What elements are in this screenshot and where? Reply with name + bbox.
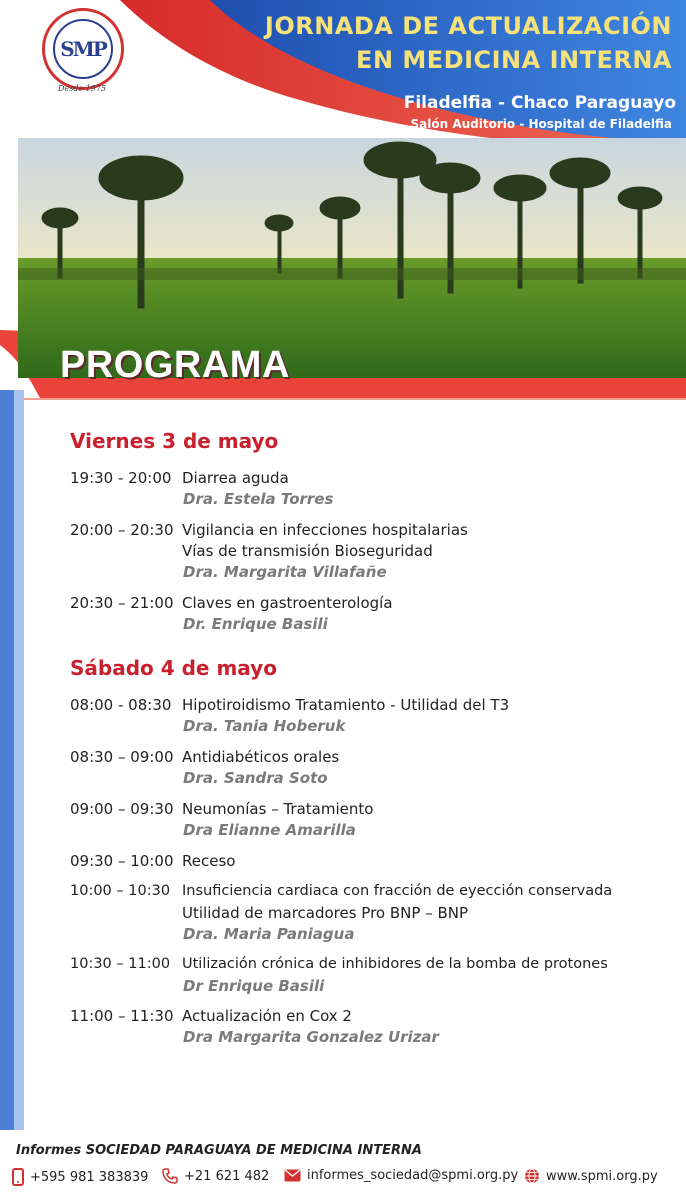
telephone-icon: [162, 1168, 178, 1184]
session-topic: Vigilancia en infecciones hospitalarias: [182, 521, 468, 539]
session-speaker: Dra Elianne Amarilla: [183, 821, 356, 839]
session-speaker: Dr. Enrique Basili: [183, 615, 328, 633]
session-row: [70, 469, 289, 487]
session-topic: Insuficiencia cardiaca con fracción de eyección conservada: [182, 883, 613, 899]
contact-phone-text: +21 621 482: [184, 1168, 270, 1184]
contact-web[interactable]: [524, 1168, 658, 1184]
session-time: 10:00 – 10:30: [70, 883, 171, 899]
logo-emblem-icon: SMP: [53, 19, 113, 79]
day-title: Sábado 4 de mayo: [70, 656, 277, 680]
session-topic: Antidiabéticos orales: [182, 748, 340, 766]
logo-since-text: Desde 1975: [58, 84, 107, 93]
programa-banner: PROGRAMA: [60, 344, 290, 386]
session-topic: Actualización en Cox 2: [182, 1007, 352, 1025]
event-title-line2: EN MEDICINA INTERNA: [356, 46, 672, 74]
session-time: 19:30 - 20:00: [70, 469, 172, 487]
session-time: 20:30 – 21:00: [70, 594, 174, 612]
spmi-logo: [42, 8, 124, 90]
session-row: [70, 696, 509, 714]
session-topic: Claves en gastroenterología: [182, 594, 393, 612]
session-time: 10:30 – 11:00: [70, 956, 171, 972]
contact-phone[interactable]: [162, 1168, 269, 1184]
session-row: [70, 852, 235, 870]
session-speaker: Dra. Estela Torres: [183, 490, 334, 508]
contact-mobile[interactable]: [12, 1168, 148, 1186]
session-topic: Receso: [182, 852, 236, 870]
event-title-line1: JORNADA DE ACTUALIZACIÓN: [264, 12, 672, 40]
session-topic: Utilización crónica de inhibidores de la bomba de protones: [182, 956, 608, 972]
session-row: [70, 800, 373, 818]
session-row: [70, 883, 612, 899]
session-row: [70, 594, 393, 612]
session-time: 08:00 - 08:30: [70, 696, 172, 714]
session-row: [70, 748, 339, 766]
event-venue: Salón Auditorio - Hospital de Filadelfia: [410, 117, 672, 131]
envelope-icon: [284, 1169, 301, 1182]
session-speaker: Dra. Margarita Villafañe: [183, 563, 387, 581]
contact-email-text: informes_sociedad@spmi.org.py: [307, 1168, 519, 1183]
session-row: [70, 1007, 352, 1025]
contact-web-text: www.spmi.org.py: [546, 1168, 658, 1184]
palm-landscape-photo: [18, 138, 686, 378]
session-row: [70, 521, 468, 539]
session-speaker: Dra Margarita Gonzalez Urizar: [183, 1028, 439, 1046]
session-time: 20:00 – 20:30: [70, 521, 174, 539]
left-decorative-bar: [0, 390, 24, 1130]
session-time: 09:30 – 10:00: [70, 852, 174, 870]
globe-icon: [524, 1168, 540, 1184]
session-topic: Neumonías – Tratamiento: [182, 800, 374, 818]
session-topic: Hipotiroidismo Tratamiento - Utilidad del T3: [182, 696, 510, 714]
day-title: Viernes 3 de mayo: [70, 429, 279, 453]
session-speaker: Dra. Sandra Soto: [183, 769, 328, 787]
session-topic-line2: Utilidad de marcadores Pro BNP – BNP: [182, 904, 469, 922]
contact-mobile-text: +595 981 383839: [30, 1169, 149, 1185]
event-place: Filadelfia - Chaco Paraguayo: [403, 93, 676, 113]
session-speaker: Dr Enrique Basili: [183, 977, 325, 995]
footer-title: Informes SOCIEDAD PARAGUAYA DE MEDICINA INTERNA: [16, 1143, 422, 1158]
session-row: [70, 956, 608, 972]
session-speaker: Dra. Tania Hoberuk: [183, 717, 346, 735]
session-topic: Diarrea aguda: [182, 469, 289, 487]
session-speaker: Dra. Maria Paniagua: [183, 925, 355, 943]
session-time: 09:00 – 09:30: [70, 800, 174, 818]
contact-email[interactable]: [284, 1168, 518, 1183]
session-topic-line2: Vías de transmisión Bioseguridad: [182, 542, 433, 560]
mobile-phone-icon: [12, 1168, 24, 1186]
session-time: 11:00 – 11:30: [70, 1007, 174, 1025]
session-time: 08:30 – 09:00: [70, 748, 174, 766]
